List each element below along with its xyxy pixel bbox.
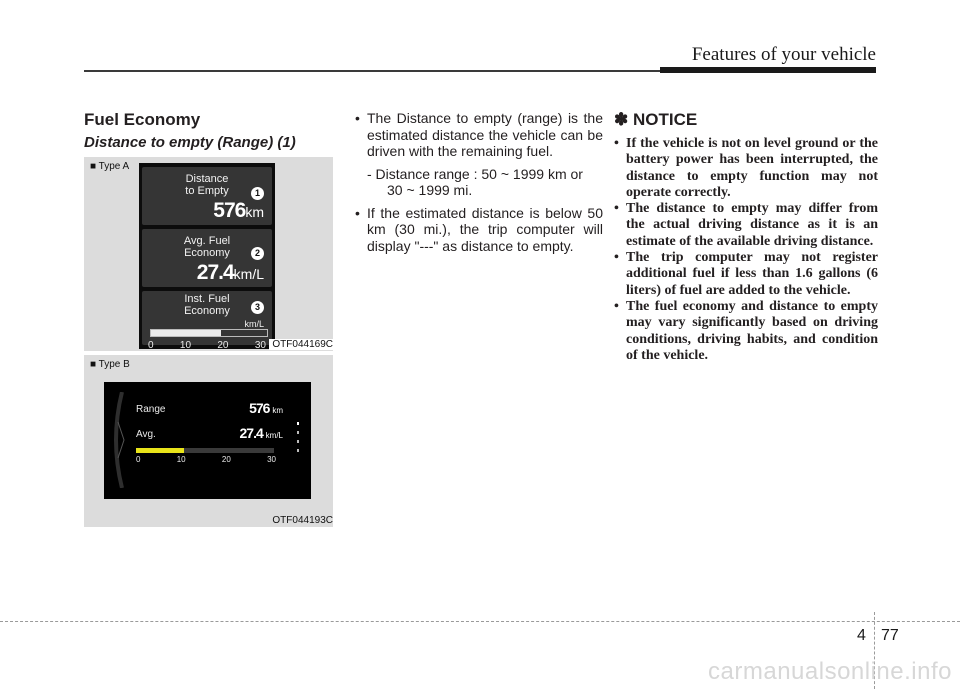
cluster-display-b (104, 382, 311, 499)
header-rule-accent (660, 67, 876, 73)
panel2-label-line1: Avg. Fuel (183, 235, 231, 247)
avg-label: Avg. (136, 429, 156, 440)
dot (297, 431, 299, 434)
bullet-text: If the estimated distance is below 50 km (30 mi.), the trip computer will display "---" as distance to empty. (367, 204, 603, 254)
notice-text: The trip computer may not register additional fuel if less than 1.6 gallons (6 liters) of fuel are added to the vehicle. (626, 250, 878, 298)
dot (297, 440, 299, 443)
notice-title: ✽ NOTICE (614, 110, 698, 129)
panel1-label-line1: Distance (185, 173, 229, 185)
range-unit: km (272, 406, 283, 415)
scale-tick: 10 (176, 455, 186, 464)
sub-text-line1: - Distance range : 50 ~ 1999 km or (367, 165, 583, 182)
panel1-value (213, 199, 264, 223)
scale-tick: 30 (267, 455, 276, 464)
bullet-mark: • (614, 136, 619, 151)
panel2-value (197, 261, 264, 285)
distance-unit: km (245, 204, 264, 220)
scale-a (148, 340, 266, 351)
scale-tick: 20 (221, 455, 231, 464)
range-value (249, 400, 283, 416)
bullet-text: The Distance to empty (range) is the estimated distance the vehicle can be driven with the remaining fuel. (367, 110, 603, 159)
list-item (355, 205, 603, 255)
range-number: 576 (249, 400, 270, 416)
avg-economy-value: 27.4 (196, 261, 234, 284)
figure-type-b (84, 355, 333, 527)
page-number: 77 (881, 627, 899, 644)
distance-value: 576 (213, 199, 246, 222)
figure-a-code: OTF044169C (269, 339, 333, 350)
bullet-mark: • (614, 298, 619, 314)
inst-economy-unit: km/L (244, 319, 264, 329)
panel-inst-fuel-economy (142, 291, 272, 345)
notice-text: The distance to empty may differ from the actual driving distance as it is an estimate of the available driving distance. (626, 201, 878, 249)
notice-item (614, 250, 878, 299)
figure-b-code: OTF044193C (272, 515, 333, 526)
running-header: Features of your vehicle (691, 44, 876, 65)
avg-unit: km/L (265, 431, 283, 440)
avg-row (136, 425, 283, 441)
list-item (355, 110, 603, 160)
callout-3: 3 (251, 301, 264, 314)
scale-b (136, 455, 276, 464)
footer-rule (0, 621, 960, 622)
scale-tick: 20 (217, 340, 229, 351)
indicator-dots (297, 422, 299, 452)
scale-tick: 0 (148, 340, 154, 351)
type-a-label: ■ Type A (90, 161, 130, 172)
chapter-number: 4 (857, 627, 866, 644)
notice-text: If the vehicle is not on level ground or the battery power has been interrupted, the distance to empty function may not operate correctly. (626, 136, 878, 200)
notice-text: The fuel economy and distance to empty may vary significantly based on driving conditions, driving habits, and condition of the vehicle. (626, 298, 878, 363)
avg-value (240, 425, 283, 441)
notice-item (614, 299, 878, 364)
bullet-mark: • (355, 204, 360, 221)
middle-column (355, 110, 603, 258)
section-title: Fuel Economy (84, 110, 201, 129)
sub-text-line2: 30 ~ 1999 mi. (387, 182, 473, 198)
bullet-mark: • (614, 201, 619, 217)
bullet-mark: • (614, 250, 619, 266)
callout-1: 1 (251, 187, 264, 200)
avg-economy-bar-fill (136, 448, 184, 453)
range-row (136, 400, 283, 416)
inst-economy-bar (150, 329, 268, 337)
avg-number: 27.4 (239, 425, 263, 441)
avg-economy-unit: km/L (233, 266, 264, 282)
scale-tick: 30 (254, 340, 266, 351)
callout-2: 2 (251, 247, 264, 260)
panel2-label-line2: Economy (184, 247, 230, 259)
range-label: Range (136, 404, 166, 415)
cluster-display-a (139, 163, 275, 349)
dot (297, 449, 299, 452)
panel-distance-to-empty (142, 167, 272, 225)
panel3-label-line2: Economy (184, 305, 230, 317)
watermark: carmanualsonline.info (708, 658, 952, 685)
avg-economy-bar (136, 448, 274, 453)
figure-type-a (84, 157, 333, 351)
inst-economy-bar-fill (151, 330, 221, 336)
panel3-label-line1: Inst. Fuel (184, 293, 230, 305)
panel-avg-fuel-economy (142, 229, 272, 287)
notice-box (614, 110, 878, 364)
gauge-edge (108, 392, 126, 488)
panel1-label-line2: to Empty (185, 185, 229, 197)
type-b-label: ■ Type B (90, 359, 130, 370)
bullet-mark: • (355, 110, 360, 126)
scale-tick: 10 (179, 340, 192, 351)
notice-item (614, 201, 878, 250)
scale-tick: 0 (136, 455, 141, 464)
section-subtitle: Distance to empty (Range) (1) (84, 134, 296, 151)
sub-item (367, 166, 603, 199)
left-column (84, 110, 334, 151)
notice-item (614, 136, 878, 201)
dot (297, 422, 299, 425)
